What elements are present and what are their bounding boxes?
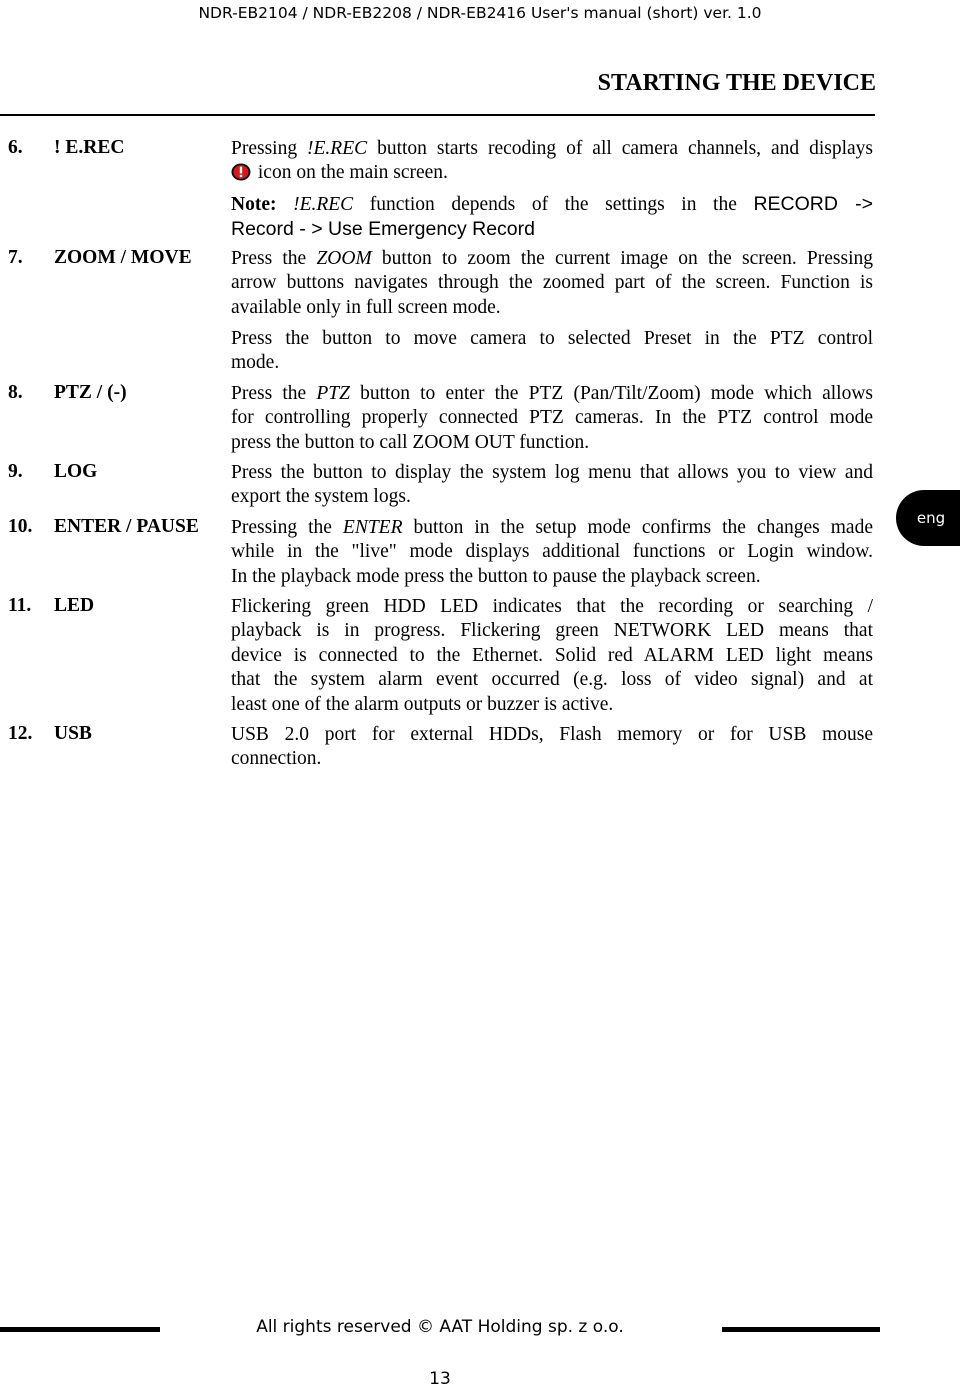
item-12-description: USB 2.0 port for external HDDs, Flash memory or for USB mouse connection.	[231, 724, 873, 770]
item-10-description: Pressing the ENTER button in the setup mode confirms the changes made while in the "live" mode displays additional functions or Login window. In the playback mode press the button to pause the playback screen.	[231, 517, 873, 587]
section-title: STARTING THE DEVICE	[597, 70, 876, 96]
item-8-label: 8. PTZ / (-)	[8, 382, 127, 403]
footer-copyright: All rights reserved © AAT Holding sp. z o.o.	[256, 1317, 624, 1337]
emergency-record-icon	[231, 163, 251, 181]
language-tab: eng	[896, 490, 960, 546]
item-6-description: Pressing !E.REC button starts recoding of all camera channels, and displays icon on the main screen.	[231, 138, 873, 184]
manual-header: NDR-EB2104 / NDR-EB2208 / NDR-EB2416 User's manual (short) ver. 1.0	[198, 4, 762, 22]
item-7-label: 7. ZOOM / MOVE	[8, 247, 192, 268]
item-8-description: Press the PTZ button to enter the PTZ (Pan/Tilt/Zoom) mode which allows for controlling properly connected PTZ cameras. In the PTZ control mode press the button to call ZOOM OUT function.	[231, 383, 873, 453]
item-6-label: 6. ! E.REC	[8, 137, 125, 158]
item-6-note: Note: !E.REC function depends of the settings in the RECORD -> Record - > Use Emergency Record	[231, 193, 873, 241]
item-12-label: 12. USB	[8, 723, 92, 744]
page-number: 13	[429, 1369, 451, 1389]
item-11-description: Flickering green HDD LED indicates that the recording or searching / playback is in progress. Flickering green NETWORK LED means that device is connected to the Ethernet. Solid red ALARM LED light means that the system alarm event occurred (e.g. loss of video signal) and at least one of the alarm outputs or buzzer is active.	[231, 596, 873, 715]
item-10-label: 10. ENTER / PAUSE	[8, 516, 199, 537]
item-9-description: Press the button to display the system log menu that allows you to view and export the system logs.	[231, 462, 873, 508]
header-rule	[0, 114, 875, 116]
item-11-label: 11. LED	[8, 595, 95, 616]
item-7-description: Press the ZOOM button to zoom the current image on the screen. Pressing arrow buttons navigates through the zoomed part of the screen. Function is available only in full screen mode.	[231, 248, 873, 318]
item-7-ptz-description: Press the button to move camera to selected Preset in the PTZ control mode.	[231, 328, 873, 374]
item-9-label: 9. LOG	[8, 461, 98, 482]
